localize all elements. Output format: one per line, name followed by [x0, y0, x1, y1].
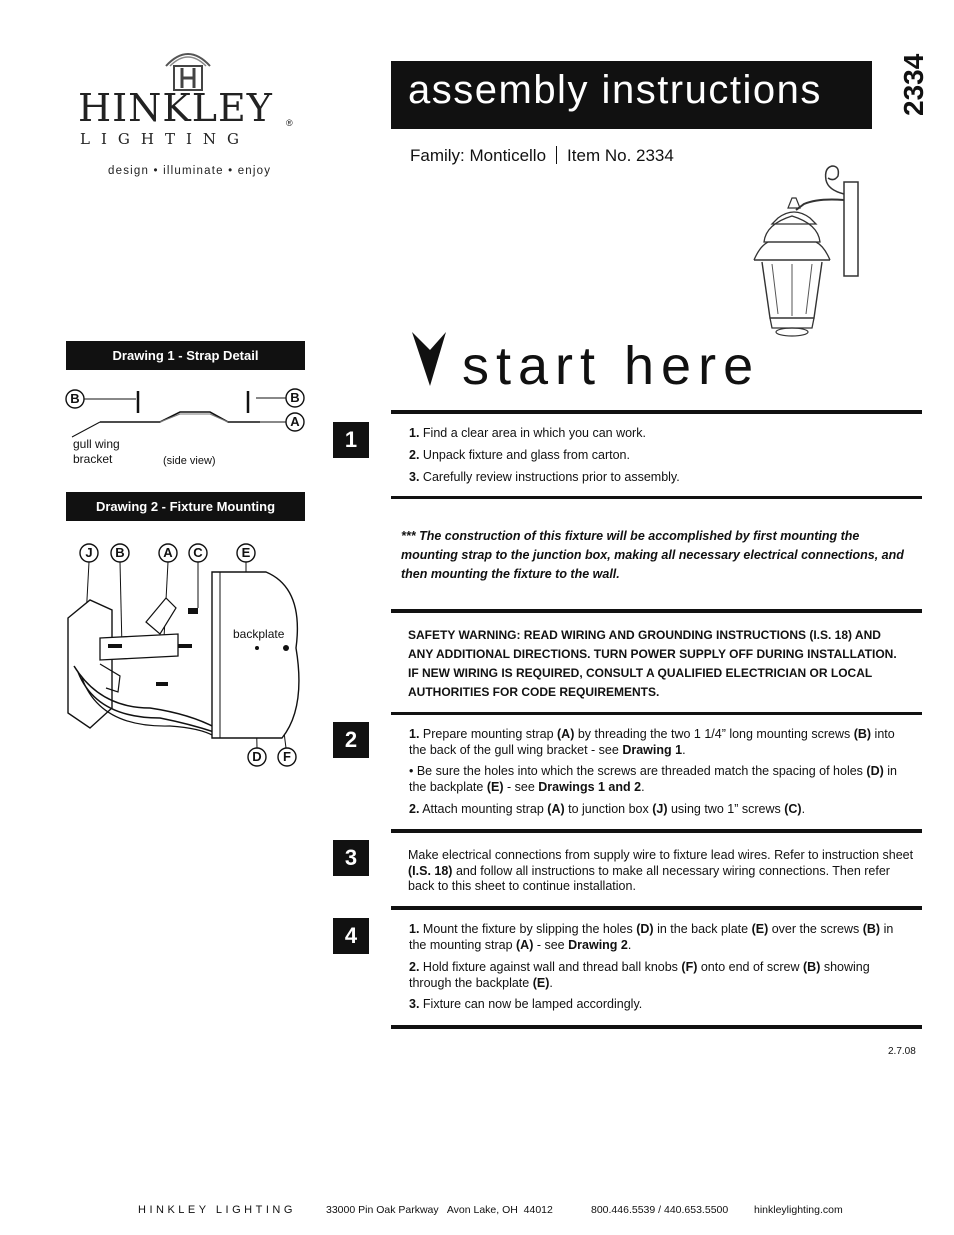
drawing2-label-b: B [115, 545, 125, 560]
footer-brand: HINKLEY LIGHTING [138, 1204, 296, 1216]
logo-tagline: design • illuminate • enjoy [108, 165, 272, 177]
footer-website[interactable]: hinkleylighting.com [754, 1204, 843, 1216]
fixture-illustration-icon [748, 162, 868, 344]
step4-item-1: 1. Mount the fixture by slipping the holes (D) in the back plate (E) over the screws (B) in the mounting strap (A) - see Drawing 2. [409, 922, 894, 952]
drawing2-label-a: A [163, 545, 173, 560]
start-here-label: start here [462, 336, 761, 396]
step1-item-1: 1. Find a clear area in which you can work. [409, 426, 646, 440]
rule-step1-top [391, 410, 922, 414]
drawing2-label-j: J [85, 545, 93, 560]
drawing1-label-b1: B [70, 391, 80, 406]
logo-name: HINKLEY [78, 86, 273, 130]
bracket-caption: gull wing bracket [73, 437, 120, 466]
drawing2-label-e: E [241, 545, 251, 560]
safety-warning: SAFETY WARNING: READ WIRING AND GROUNDING INSTRUCTIONS (I.S. 18) AND ANY ADDITIONAL DIRECTIONS. TURN POWER SUPPLY OFF DURING INSTALLATION. IF NEW WIRING IS REQUIRED, CONSULT A QUALIFIED ELECTRICIAN OR LOCAL AUTHORITIES FOR CODE REQUIREMENTS. [408, 628, 897, 699]
drawing1-label-b2: B [290, 390, 300, 405]
logo-emblem-icon [160, 44, 216, 92]
step4-item-2: 2. Hold fixture against wall and thread ball knobs (F) onto end of screw (B) showing through the backplate (E). [409, 960, 870, 990]
arrow-down-icon [410, 330, 448, 388]
drawing1-header: Drawing 1 - Strap Detail [66, 341, 305, 370]
step1-item-2: 2. Unpack fixture and glass from carton. [409, 448, 630, 462]
step3-text: Make electrical connections from supply wire to fixture lead wires. Refer to instruction sheet (I.S. 18) and follow all instructions to make all necessary wiring connections. Then refer back to this sheet to continue installation. [408, 848, 914, 893]
step1-item-3: 3. Carefully review instructions prior to assembly. [409, 470, 680, 484]
page-title: assembly instructions [408, 68, 822, 112]
drawing1-label-a: A [290, 414, 300, 429]
drawing2-label-d: D [252, 749, 262, 764]
footer-address: 33000 Pin Oak Parkway Avon Lake, OH 44012 [326, 1204, 553, 1216]
registered-mark: ® [286, 118, 293, 128]
drawing2-label-c: C [193, 545, 203, 560]
footer-phone: 800.446.5539 / 440.653.5500 [591, 1204, 729, 1216]
family-line: Family: Monticello Item No. 2334 [410, 146, 674, 165]
revision-date: 2.7.08 [888, 1046, 916, 1057]
fixture-mounting-drawing [60, 538, 310, 778]
step4-item-3: 3. Fixture can now be lamped accordingly. [409, 997, 643, 1011]
rule-step4-bottom [391, 1025, 922, 1029]
item-number-vertical: 2334 [898, 53, 929, 116]
side-view-caption: (side view) [163, 455, 216, 467]
rule-step3-bottom [391, 906, 922, 910]
step-number-3: 3 [333, 840, 369, 876]
step2-item-2: 2. Attach mounting strap (A) to junction box (J) using two 1” screws (C). [409, 802, 806, 816]
rule-step1-bottom [391, 496, 922, 499]
drawing2-label-f: F [283, 749, 291, 764]
drawing2-header: Drawing 2 - Fixture Mounting [66, 492, 305, 521]
backplate-label: backplate [233, 627, 285, 641]
step2-item-1: 1. Prepare mounting strap (A) by threading the two 1 1/4” long mounting screws (B) into the back of the gull wing bracket - see Drawing 1. [409, 727, 895, 757]
construction-note: *** The construction of this fixture will be accomplished by first mounting the mounting strap to the junction box, making all necessary electrical connections, and then mounting the fixture to the wall. [401, 529, 904, 581]
step-number-2: 2 [333, 722, 369, 758]
step-number-1: 1 [333, 422, 369, 458]
logo-sub: LIGHTING [80, 130, 250, 148]
step2-bullet: • Be sure the holes into which the screws are threaded match the spacing of holes (D) in the backplate (E) - see Drawings 1 and 2. [409, 764, 897, 794]
rule-step2-bottom [391, 829, 922, 833]
rule-warning-bottom [391, 712, 922, 715]
step-number-4: 4 [333, 918, 369, 954]
rule-warning-top [391, 609, 922, 613]
